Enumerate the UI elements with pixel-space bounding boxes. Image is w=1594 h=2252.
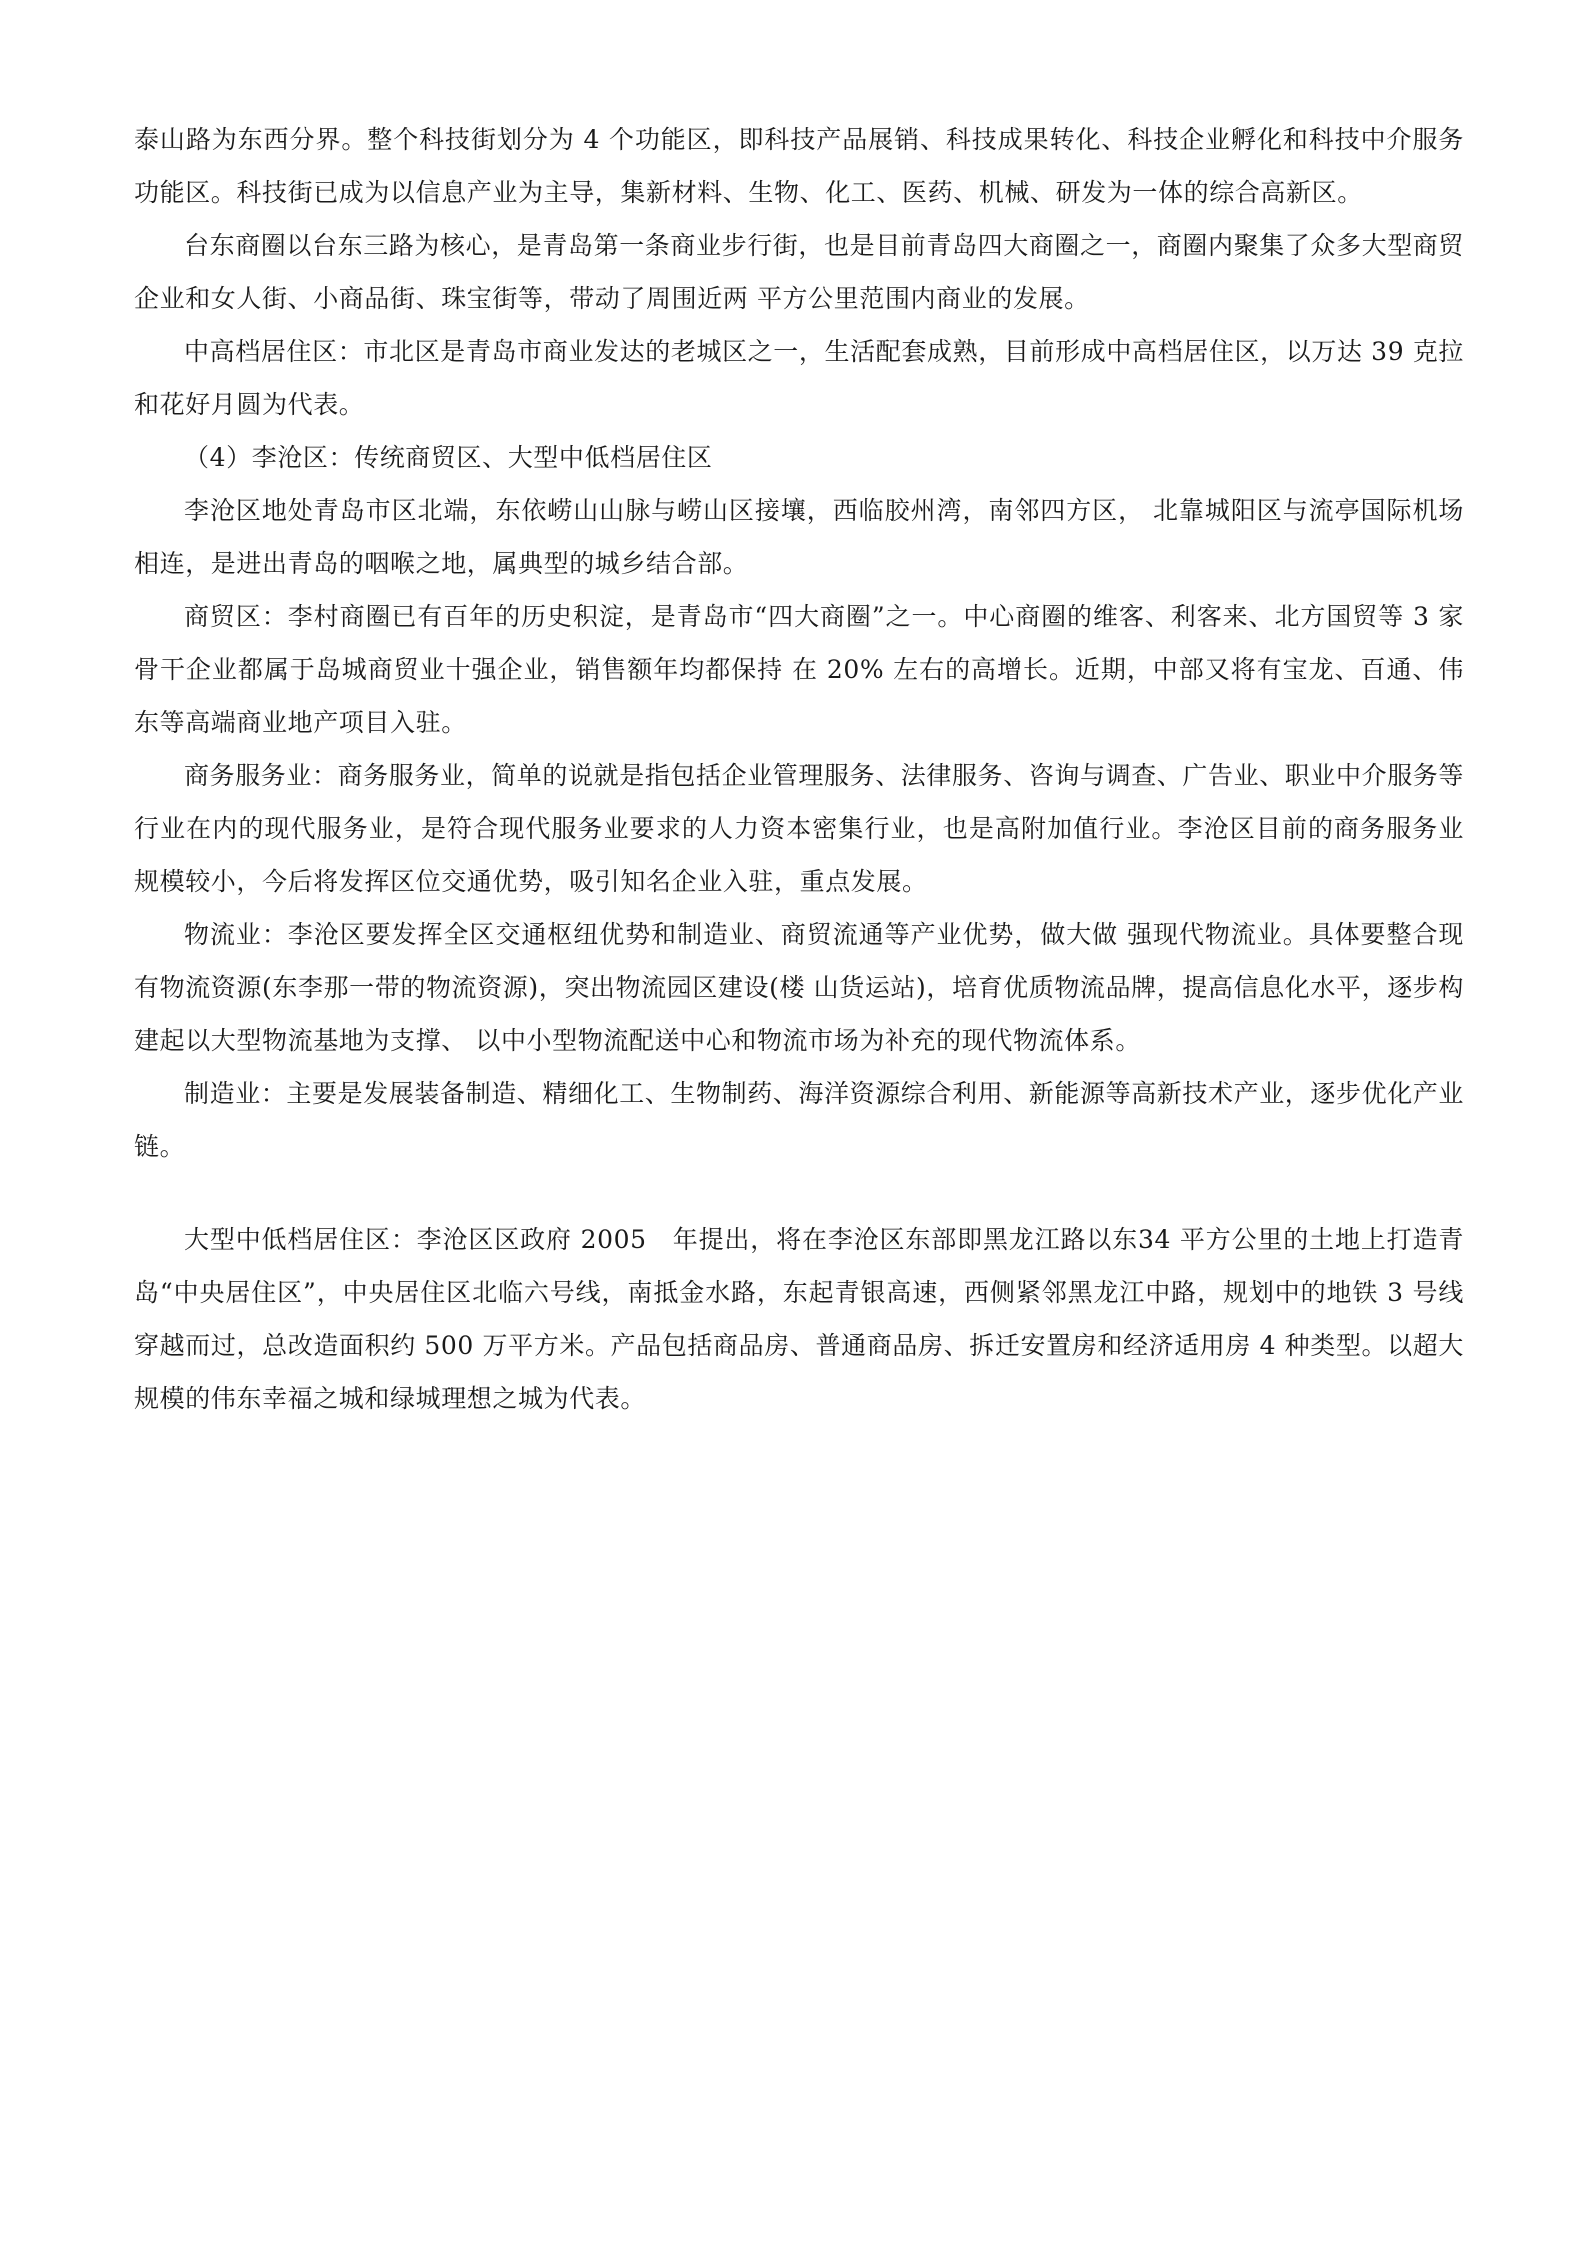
paragraph-business-services: 商务服务业：商务服务业，简单的说就是指包括企业管理服务、法律服务、咨询与调查、广告业、职业中介服务等行业在内的现代服务业，是符合现代服务业要求的人力资本密集行业，也是高附加值行业。李沧区目前的商务服务业规模较小，今后将发挥区位交通优势，吸引知名企业入驻，重点发展。	[134, 761, 1465, 896]
document-body	[134, 113, 1464, 1425]
paragraph-licang-location: 李沧区地处青岛市区北端，东依崂山山脉与崂山区接壤，西临胶州湾，南邻四方区， 北靠城阳区与流亭国际机场相连，是进出青岛的咽喉之地，属典型的城乡结合部。	[134, 496, 1464, 578]
paragraph-licang-residential: 大型中低档居住区：李沧区区政府 2005 年提出，将在李沧区东部即黑龙江路以东34 平方公里的土地上打造青岛“中央居住区”，中央居住区北临六号线，南抵金水路，东起青银高速，西侧紧邻黑龙江中路，规划中的地铁 3 号线穿越而过，总改造面积约 500 万平方米。产品包括商品房、普通商品房、拆迁安置房和经济适用房 4 种类型。以超大规模的伟东幸福之城和绿城理想之城为代表。	[134, 1225, 1464, 1413]
paragraph-tech-street: 泰山路为东西分界。整个科技街划分为 4 个功能区，即科技产品展销、科技成果转化、科技企业孵化和科技中介服务功能区。科技街已成为以信息产业为主导，集新材料、生物、化工、医药、机械、研发为一体的综合高新区。	[134, 125, 1464, 207]
section-heading-licang: （4）李沧区：传统商贸区、大型中低档居住区	[184, 443, 713, 472]
paragraph-logistics: 物流业：李沧区要发挥全区交通枢纽优势和制造业、商贸流通等产业优势，做大做 强现代物流业。具体要整合现有物流资源(东李那一带的物流资源)，突出物流园区建设(楼 山货运站)，培育优质物流品牌，提高信息化水平，逐步构建起以大型物流基地为支撑、 以中小型物流配送中心和物流市场为补充的现代物流体系。	[134, 920, 1464, 1055]
paragraph-shibei-residential: 中高档居住区：市北区是青岛市商业发达的老城区之一，生活配套成熟，目前形成中高档居住区，以万达 39 克拉和花好月圆为代表。	[134, 337, 1464, 419]
paragraph-taidong-business-circle: 台东商圈以台东三路为核心，是青岛第一条商业步行街，也是目前青岛四大商圈之一，商圈内聚集了众多大型商贸企业和女人街、小商品街、珠宝街等，带动了周围近两 平方公里范围内商业的发展。	[134, 231, 1465, 313]
paragraph-licang-commerce: 商贸区：李村商圈已有百年的历史积淀，是青岛市“四大商圈”之一。中心商圈的维客、利客来、北方国贸等 3 家骨干企业都属于岛城商贸业十强企业，销售额年均都保持 在 20% 左右的高增长。近期，中部又将有宝龙、百通、伟东等高端商业地产项目入驻。	[134, 602, 1464, 737]
paragraph-manufacturing: 制造业：主要是发展装备制造、精细化工、生物制药、海洋资源综合利用、新能源等高新技术产业，逐步优化产业链。	[134, 1079, 1465, 1161]
paragraph-gap	[134, 1173, 1464, 1213]
